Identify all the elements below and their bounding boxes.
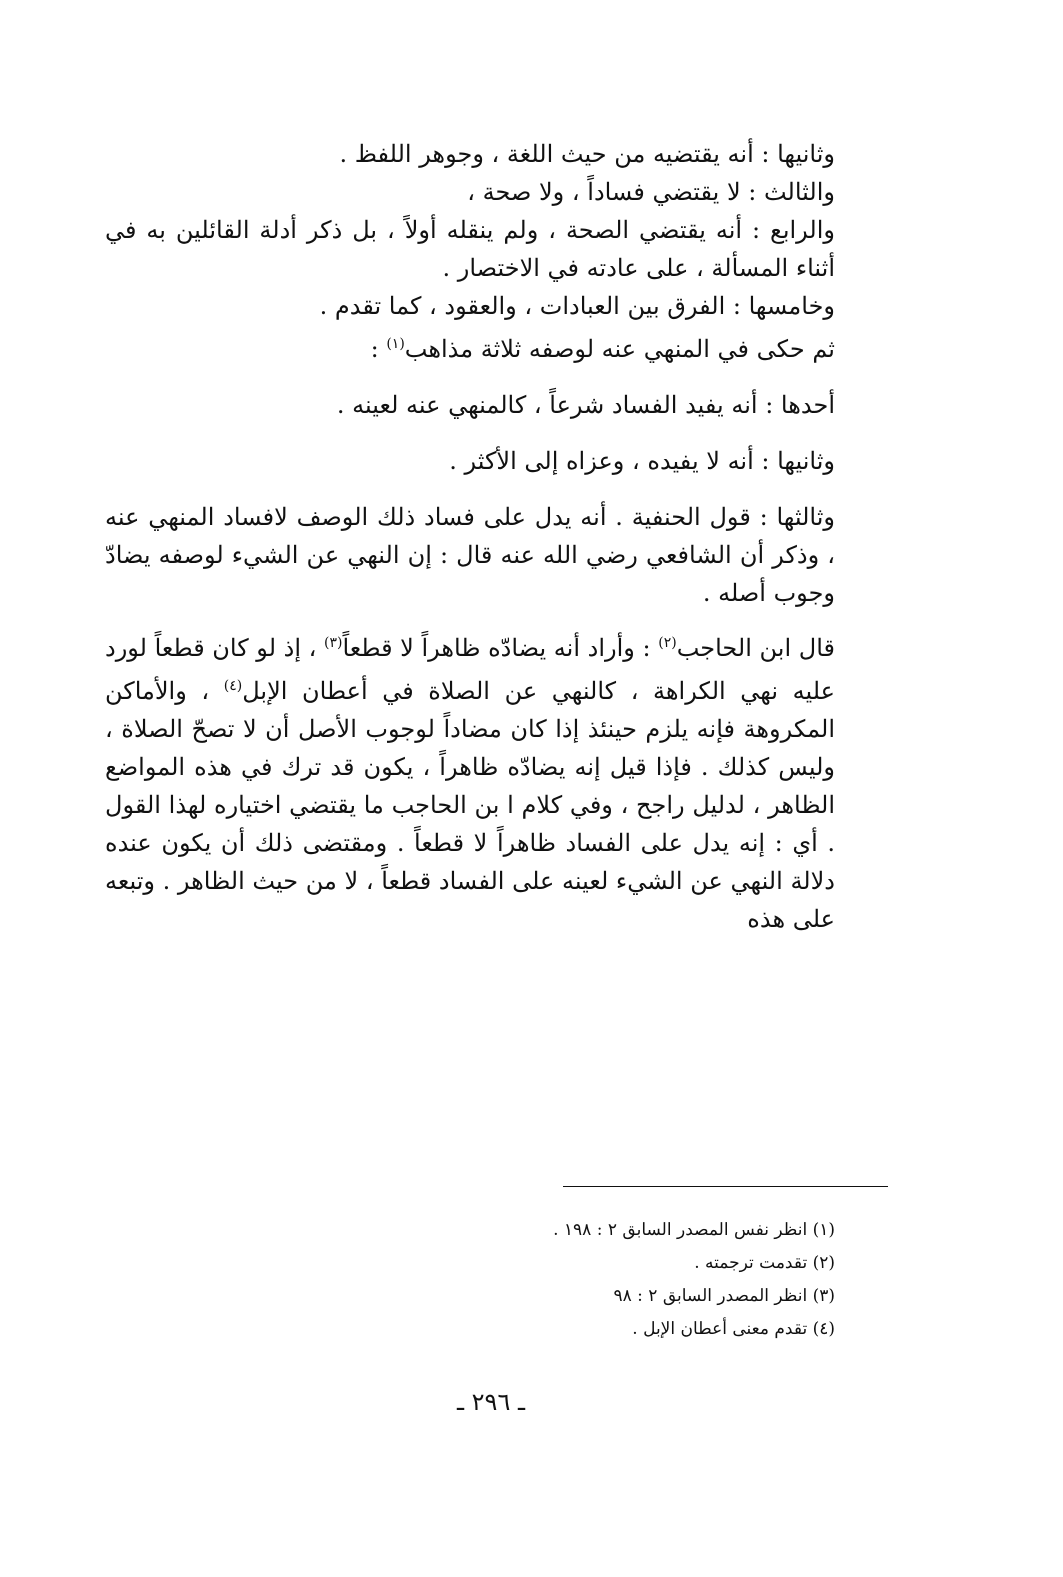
page-number: ـ ٢٩٦ ـ xyxy=(456,1388,525,1416)
footnotes xyxy=(470,1214,835,1346)
paragraph: وثانيها : أنه يقتضيه من حيث اللغة ، وجوهر اللفظ . xyxy=(339,140,835,168)
paragraph-text: ، إذ لو كان قطعاً لورد عليه نهي الكراهة ، كالنهي عن الصلاة في أعطان الإبل xyxy=(105,634,836,705)
paragraph: وثالثها : قول الحنفية . أنه يدل على فساد ذلك الوصف لافساد المنهي عنه ، وذكر أن الشافعي رضي الله عنه قال : إن النهي عن الشيء لوصفه يضادّ وجوب أصله . xyxy=(105,503,835,607)
footnote: (٢) تقدمت ترجمته . xyxy=(694,1253,835,1273)
paragraph xyxy=(105,624,890,938)
footnote: (١) انظر نفس المصدر السابق ٢ : ١٩٨ . xyxy=(553,1220,835,1240)
paragraph-text: ، والأماكن المكروهة فإنه يلزم حينئذ إذا كان مضاداً لوجوب الأصل أن لا تصحّ الصلاة ، وليس كذلك . فإذا قيل إنه يضادّه ظاهراً ، يكون قد ترك في هذه المواضع الظاهر ، لدليل راجح ، وفي كلام ا بن الحاجب ما يقتضي اختياره لهذا القول . أي : إنه يدل على الفساد ظاهراً لا قطعاً . ومقتضى ذلك أن يكون عنده دلالة النهي عن الشيء لعينه على الفساد قطعاً ، لا من حيث الظاهر . وتبعه على هذه xyxy=(105,677,835,933)
paragraph-text: : وأراد أنه يضادّه ظاهراً لا قطعاً xyxy=(342,634,659,662)
paragraph-text: قال ابن الحاجب xyxy=(676,634,835,662)
paragraph: والرابع : أنه يقتضي الصحة ، ولم ينقله أولاً ، بل ذكر أدلة القائلين به في أثناء المسألة ، على عادته في الاختصار . xyxy=(105,216,835,282)
footnote-marker: (٤) xyxy=(223,678,243,694)
paragraph: وخامسها : الفرق بين العبادات ، والعقود ، كما تقدم . xyxy=(319,292,835,320)
paragraph-text: ثم حكى في المنهي عنه لوصفه ثلاثة مذاهب xyxy=(404,335,835,363)
footnote-marker: (١) xyxy=(386,336,405,352)
paragraph: وثانيها : أنه لا يفيده ، وعزاه إلى الأكثر . xyxy=(449,447,835,475)
footnote-marker: (٣) xyxy=(324,635,343,651)
main-text xyxy=(105,135,890,938)
footnote-marker: (٢) xyxy=(658,635,677,651)
footnote: (٤) تقدم معنى أعطان الإبل . xyxy=(632,1319,835,1339)
footnote-divider xyxy=(563,1186,888,1187)
paragraph-text: : xyxy=(370,335,387,363)
paragraph: والثالث : لا يقتضي فساداً ، ولا صحة ، xyxy=(467,178,835,206)
paragraph: أحدها : أنه يفيد الفساد شرعاً ، كالمنهي عنه لعينه . xyxy=(336,391,835,419)
footnote: (٣) انظر المصدر السابق ٢ : ٩٨ xyxy=(613,1286,835,1306)
paragraph xyxy=(105,325,890,368)
